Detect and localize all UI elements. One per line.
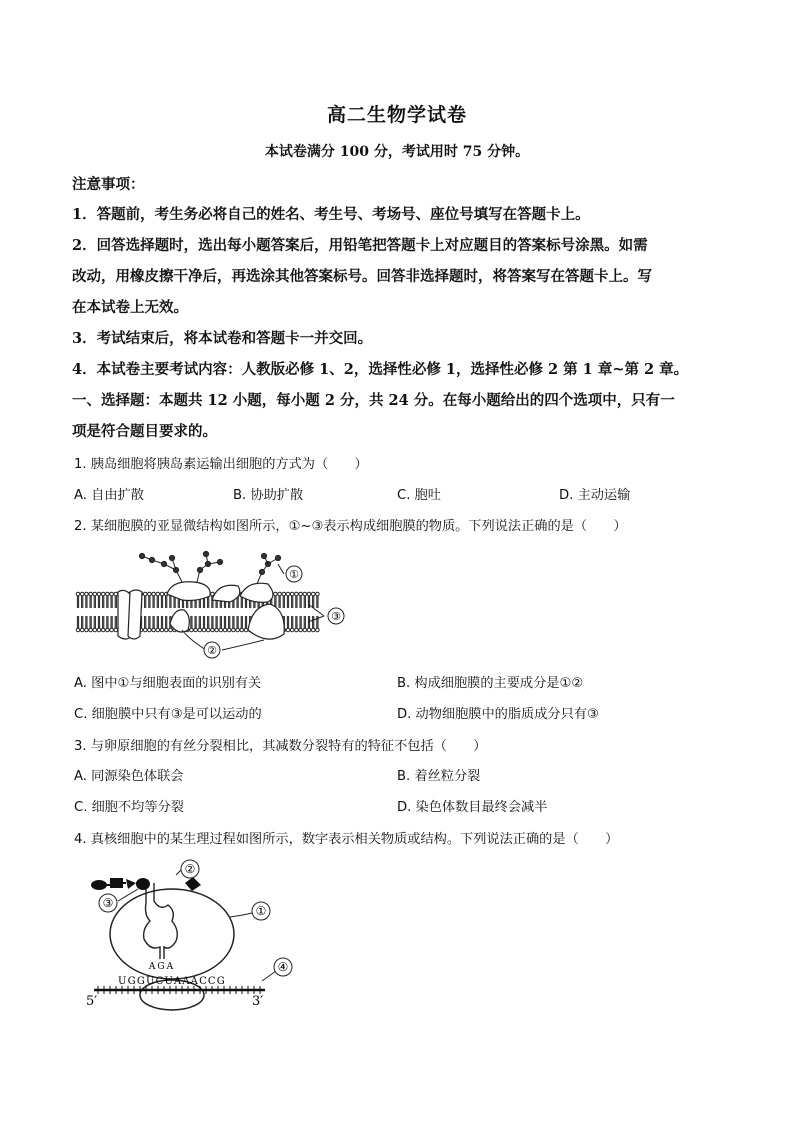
translation-figure xyxy=(80,855,305,1015)
question-stem: 2. 某细胞膜的亚显微结构如图所示，①~③表示构成细胞膜的物质。下列说法正确的是（ ） xyxy=(74,519,627,534)
three-prime-end: 3′ xyxy=(252,994,264,1009)
note-line: 改动，用橡皮擦干净后，再选涂其他答案标号。回答非选择题时，将答案写在答题卡上。写 xyxy=(72,268,652,285)
note-line: 在本试卷上无效。 xyxy=(72,299,188,316)
question-stem: 3. 与卵原细胞的有丝分裂相比，其减数分裂特有的特征不包括（ ） xyxy=(74,739,487,754)
mrna-sequence: UGGUCUAAACCG xyxy=(118,976,226,987)
five-prime-end: 5′ xyxy=(86,994,98,1009)
option-b: B. 构成细胞膜的主要成分是①② xyxy=(397,676,584,691)
note-line: 2．回答选择题时，选出每小题答案后，用铅笔把答题卡上对应题目的答案标号涂黑。如需 xyxy=(72,237,648,254)
option-c: C. 细胞膜中只有③是可以运动的 xyxy=(74,707,262,722)
note-line: 1．答题前，考生务必将自己的姓名、考生号、考场号、座位号填写在答题卡上。 xyxy=(72,206,590,223)
question-stem: 4. 真核细胞中的某生理过程如图所示，数字表示相关物质或结构。下列说法正确的是（ ） xyxy=(74,832,619,847)
figure-label: ③ xyxy=(102,896,114,910)
option-d: D. 染色体数目最终会减半 xyxy=(397,800,548,815)
option-a: A. 图中①与细胞表面的识别有关 xyxy=(74,676,262,691)
figure-label: ③ xyxy=(331,610,341,623)
option-b: B. 着丝粒分裂 xyxy=(397,769,481,784)
note-line: 4．本试卷主要考试内容：人教版必修 1、2，选择性必修 1，选择性必修 2 第 1 章~第 2 章。 xyxy=(72,361,689,378)
cell-membrane-figure xyxy=(72,550,362,670)
note-line: 3．考试结束后，将本试卷和答题卡一并交回。 xyxy=(72,330,373,347)
option-a: A. 同源染色体联会 xyxy=(74,769,184,784)
figure-label: ④ xyxy=(277,960,289,974)
option-c: C. 胞吐 xyxy=(397,488,441,503)
section-heading-cont: 项是符合题目要求的。 xyxy=(72,423,217,440)
section-heading: 一、选择题：本题共 12 小题，每小题 2 分，共 24 分。在每小题给出的四个选项中，只有一 xyxy=(72,392,675,409)
notes-heading: 注意事项： xyxy=(72,176,145,193)
question-stem: 1. 胰岛细胞将胰岛素运输出细胞的方式为（ ） xyxy=(74,457,368,472)
figure-label: ② xyxy=(184,862,196,876)
page-title: 高二生物学试卷 xyxy=(326,104,467,126)
option-d: D. 动物细胞膜中的脂质成分只有③ xyxy=(397,707,599,722)
figure-label: ① xyxy=(289,568,299,581)
figure-label: ① xyxy=(255,904,267,918)
anticodon-label: AGA xyxy=(148,962,176,972)
option-c: C. 细胞不均等分裂 xyxy=(74,800,184,815)
option-b: B. 协助扩散 xyxy=(233,488,304,503)
option-d: D. 主动运输 xyxy=(559,488,631,503)
page-subtitle: 本试卷满分 100 分，考试用时 75 分钟。 xyxy=(264,144,530,160)
option-a: A. 自由扩散 xyxy=(74,488,144,503)
figure-label: ② xyxy=(207,644,217,657)
